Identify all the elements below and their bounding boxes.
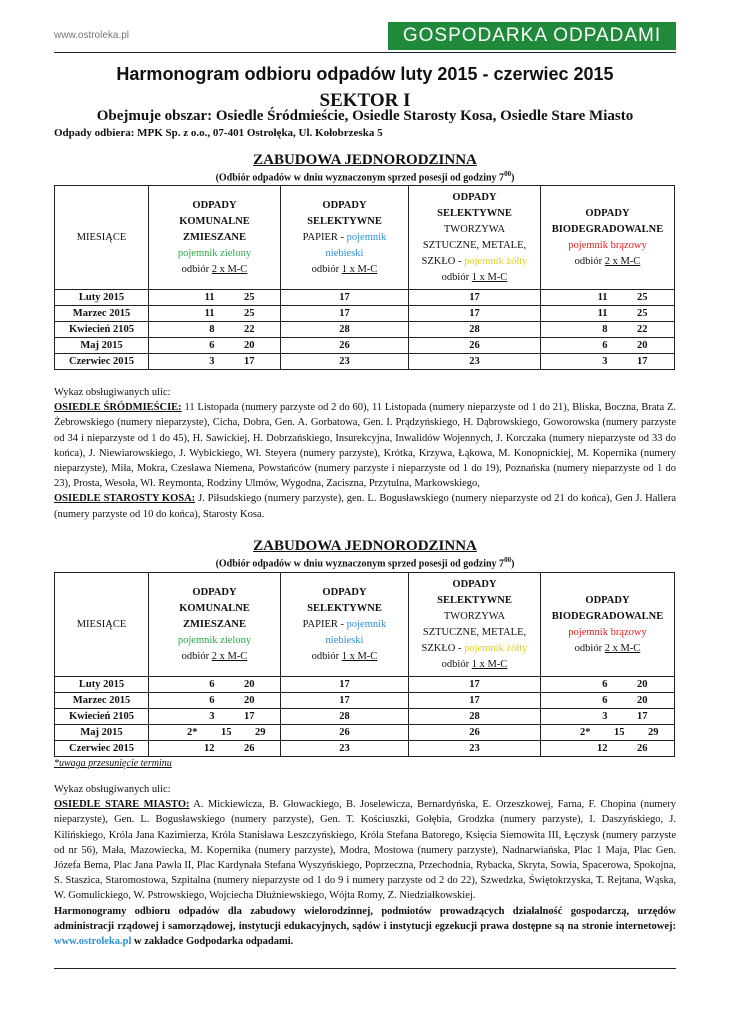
footer-text-end: w zakładce Godpodarka odpadami. — [131, 936, 294, 948]
mixed-dates — [149, 725, 281, 741]
col-paper-l5a: odbiór — [311, 650, 342, 662]
bio-dates — [541, 677, 675, 693]
date-value: 6 — [209, 679, 215, 690]
table-header-row — [55, 573, 675, 677]
col-mixed-l4: pojemnik zielony — [177, 634, 252, 646]
date-value: 25 — [244, 292, 255, 303]
col-paper-l1: ODPADY — [322, 586, 367, 598]
section-subtitle-text: (Odbiór odpadów w dniu wyznaczonym sprzed posesji od godziny 7 — [215, 172, 505, 184]
paper-date: 28 — [281, 709, 409, 725]
date-value: 3 — [602, 356, 608, 367]
col-plastic-l2: SELEKTYWNE — [437, 207, 512, 219]
col-paper-l4: niebieski — [325, 247, 364, 259]
date-value: 17 — [637, 711, 648, 722]
col-bio-l4b: 2 x M-C — [604, 255, 641, 267]
date-value: 20 — [244, 695, 255, 706]
date-value: 20 — [637, 340, 648, 351]
district-starosty-kosa: OSIEDLE STAROSTY KOSA: — [54, 493, 196, 505]
month-cell: Czerwiec 2015 — [55, 354, 149, 370]
paper-date: 17 — [281, 693, 409, 709]
col-mixed-l1: ODPADY — [192, 586, 237, 598]
col-paper — [281, 186, 409, 290]
col-paper — [281, 573, 409, 677]
month-cell: Marzec 2015 — [55, 306, 149, 322]
date-value: 17 — [244, 356, 255, 367]
col-mixed-l2: KOMUNALNE — [179, 215, 250, 227]
col-plastic-l5b: pojemnik żółty — [464, 255, 528, 267]
district-starosty-kosa-streets: J. Piłsudskiego (numery parzyste), gen. L. Bogusławskiego (numery nieparzyste od 21 do końca), Gen J. Hallera (numery parzyste od 10 do końca), Starosty Kosa. — [54, 493, 677, 520]
date-value: 25 — [637, 308, 648, 319]
date-value: 26 — [637, 743, 648, 754]
date-value: 20 — [244, 679, 255, 690]
col-plastic-l5 — [409, 254, 540, 270]
date-value: 29 — [255, 727, 266, 738]
mixed-dates — [149, 354, 281, 370]
date-value: 26 — [244, 743, 255, 754]
date-value: 2* — [580, 727, 591, 738]
col-plastic-l6 — [409, 657, 540, 673]
table-row — [55, 677, 675, 693]
date-value: 22 — [637, 324, 648, 335]
col-mixed-l3: ZMIESZANE — [182, 231, 246, 243]
table-row — [55, 338, 675, 354]
date-value: 20 — [637, 695, 648, 706]
col-plastic-l4: SZTUCZNE, METALE, — [422, 239, 527, 251]
paper-date: 23 — [281, 354, 409, 370]
date-value: 3 — [209, 711, 215, 722]
date-value: 17 — [244, 711, 255, 722]
district-stare-miasto: OSIEDLE STARE MIASTO: — [54, 799, 190, 811]
col-plastic-l5a: SZKŁO - — [421, 255, 465, 267]
col-plastic-l6 — [409, 270, 540, 286]
streets-body-3 — [54, 797, 676, 903]
col-bio-l3: pojemnik brązowy — [568, 626, 647, 638]
date-value: 6 — [602, 695, 608, 706]
date-value: 12 — [204, 743, 215, 754]
col-bio-l2: BIODEGRADOWALNE — [551, 610, 664, 622]
date-value: 20 — [244, 340, 255, 351]
top-divider — [54, 52, 676, 53]
date-shift-note: *uwaga przesunięcie terminu — [54, 758, 172, 769]
month-cell: Kwiecień 2105 — [55, 709, 149, 725]
bottom-divider — [54, 968, 676, 969]
col-mixed-l5a: odbiór — [181, 650, 212, 662]
col-plastic-l6a: odbiór — [441, 271, 472, 283]
table-row — [55, 322, 675, 338]
section-subtitle-sup: 00 — [504, 170, 512, 178]
section-subtitle-end: ) — [511, 172, 515, 184]
table-row — [55, 354, 675, 370]
bio-dates — [541, 290, 675, 306]
col-plastic — [409, 573, 541, 677]
col-bio-l3: pojemnik brązowy — [568, 239, 647, 251]
mixed-dates — [149, 693, 281, 709]
bio-dates — [541, 306, 675, 322]
streets-intro-2: Wykaz obsługiwanych ulic: — [54, 784, 171, 795]
col-bio-l1: ODPADY — [585, 207, 630, 219]
plastic-date: 17 — [409, 290, 541, 306]
date-value: 8 — [209, 324, 215, 335]
paper-date: 28 — [281, 322, 409, 338]
col-bio-l4 — [541, 641, 674, 657]
month-cell: Czerwiec 2015 — [55, 741, 149, 757]
date-value: 6 — [602, 679, 608, 690]
col-plastic-l2: SELEKTYWNE — [437, 594, 512, 606]
date-value: 11 — [204, 308, 215, 319]
date-value: 11 — [597, 292, 608, 303]
district-srodmiescie: OSIEDLE ŚRÓDMIEŚCIE: — [54, 402, 182, 414]
col-plastic-l4: SZTUCZNE, METALE, — [422, 626, 527, 638]
col-plastic-l5 — [409, 641, 540, 657]
footer-info — [54, 904, 676, 950]
mixed-dates — [149, 677, 281, 693]
section-subtitle-end-2: ) — [511, 558, 515, 570]
col-plastic-l1: ODPADY — [452, 578, 497, 590]
col-plastic-l6b: 1 x M-C — [471, 271, 508, 283]
col-mixed-l5 — [149, 262, 280, 278]
district-srodmiescie-streets: 11 Listopada (numery parzyste od 2 do 60), 11 Listopada (numery nieparzyste od 1 do 21), Bliska, Boczna, Brata Z. Żebrowskiego (numery nieparzyste), Cicha, Dobra, Gen. A. Gorbatowa, Gen. I. Prądzyńskiego, H. Dąbrowskiego, Goworowska (numery parzyste od 34 i nieparzyste od 1 do 45), H. Sawickiej, H. Dobrzańskiego, Insurekcyjna, Inwalidów Wojennych, J. Korczaka (numery nieparzyste od 33 do końca), J. Niewiarowskiego, J. Wybickiego, Wł. Steyera (numery parzyste), Krótka, Krzywa, Łąkowa, M. Konopnickiej, M. Kopernika (numery nieparzyste), Miła, Mokra, Czesława Niemena, Powstańców (numery parzyste i nieparzyste od 1 do 19), Poznańska (numery nieparzyste od 1 do 23), Prosta, Wesoła, Wł. Reymonta, Rodziny Ulmów, Wygodna, Zaciszna, Przytulna, Markowskiego, — [54, 402, 676, 490]
date-value: 20 — [637, 679, 648, 690]
col-bio — [541, 186, 675, 290]
plastic-date: 26 — [409, 338, 541, 354]
date-value: 15 — [221, 727, 232, 738]
col-bio-l4a: odbiór — [574, 255, 605, 267]
schedule-table-1 — [54, 185, 675, 370]
date-value: 15 — [614, 727, 625, 738]
mixed-dates — [149, 322, 281, 338]
col-mixed-l5 — [149, 649, 280, 665]
col-paper-l5 — [281, 262, 408, 278]
date-value: 17 — [637, 356, 648, 367]
area-subtitle: Obejmuje obszar: Osiedle Śródmieście, Osiedle Starosty Kosa, Osiedle Stare Miasto — [96, 108, 634, 124]
streets-list-1 — [54, 385, 676, 522]
col-mixed-l5b: 2 x M-C — [211, 650, 248, 662]
col-paper-l2: SELEKTYWNE — [307, 602, 382, 614]
district-stare-miasto-streets: A. Mickiewicza, B. Głowackiego, B. Joselewicza, Bernardyńska, E. Orzeszkowej, Farna, F. Chopina (numery nieparzyste), Gen. L. Bogusławskiego (numery parzyste), Gen. T. Kościuszki, Gołębia, Grodzka (numery parzyste), I. Daszyńskiego, J. Kilińskiego, Króla Jana Kazimierza, Króla Stanisława Leszczyńskiego, Króla Stefana Batorego, Księcia Siemowita III, Łęczysk (numery parzyste od nr 56), Mała, Mazowiecka, M. Kopernika (numery parzyste), Modra, Mostowa (numery parzyste), Nadnarwiańska, Plac 1 Maja, Plac Gen. Józefa Bema, Plac Jana Pawła II, Plac Kardynała Stefana Wyszyńskiego, Poprzeczna, Przechodnia, Rybacka, Skryta, Sowia, Spacerowa, Spokojna, S. Staszica, Staromostowa, Szpitalna (numery nieparzyste od 1 do 9 i numery parzyste od 2 do 22), Szwedzka, Świętokrzyska, T. Rejtana, Wąska, W. Gomulickiego, W. Pstrowskiego, Wojciecha Dłużniewskiego, Wójta Romy, Z. Niedziałkowskiej. — [54, 799, 676, 902]
month-cell: Marzec 2015 — [55, 693, 149, 709]
col-paper-l3b: pojemnik — [346, 618, 387, 630]
streets-intro-1: Wykaz obsługiwanych ulic: — [54, 387, 171, 398]
col-mixed-l4: pojemnik zielony — [177, 247, 252, 259]
section-subtitle-2 — [54, 556, 676, 569]
col-paper-l1: ODPADY — [322, 199, 367, 211]
col-plastic-l6b: 1 x M-C — [471, 658, 508, 670]
section-banner: GOSPODARKA ODPADAMI — [388, 22, 676, 50]
plastic-date: 17 — [409, 693, 541, 709]
col-paper-l3 — [281, 230, 408, 246]
plastic-date: 28 — [409, 322, 541, 338]
bio-dates — [541, 709, 675, 725]
bio-dates — [541, 725, 675, 741]
col-paper-l5b: 1 x M-C — [341, 263, 378, 275]
paper-date: 26 — [281, 725, 409, 741]
bio-dates — [541, 338, 675, 354]
mixed-dates — [149, 741, 281, 757]
date-value: 6 — [602, 340, 608, 351]
footer-text: Harmonogramy odbioru odpadów dla zabudowy wielorodzinnej, podmiotów prowadzących działalność gospodarczą, urzędów administracji rządowej i samorządowej, instytucji edukacyjnych, sądów i instytucji egzekucji prawa dostępne są na stronie internetowej: — [54, 905, 676, 932]
table-row — [55, 725, 675, 741]
col-plastic — [409, 186, 541, 290]
col-paper-l5b: 1 x M-C — [341, 650, 378, 662]
col-mixed-l1: ODPADY — [192, 199, 237, 211]
col-bio-l2: BIODEGRADOWALNE — [551, 223, 664, 235]
plastic-date: 23 — [409, 354, 541, 370]
website-link[interactable]: www.ostroleka.pl — [54, 936, 132, 948]
col-plastic-l5a: SZKŁO - — [421, 642, 465, 654]
col-plastic-l3: TWORZYWA — [443, 610, 506, 622]
mixed-dates — [149, 709, 281, 725]
bio-dates — [541, 693, 675, 709]
month-cell: Luty 2015 — [55, 677, 149, 693]
date-value: 25 — [244, 308, 255, 319]
table-row — [55, 709, 675, 725]
streets-body-2 — [54, 491, 676, 521]
plastic-date: 17 — [409, 306, 541, 322]
col-mixed-l2: KOMUNALNE — [179, 602, 250, 614]
date-value: 12 — [597, 743, 608, 754]
sector-title: SEKTOR I — [319, 90, 411, 111]
col-bio-l4 — [541, 254, 674, 270]
date-value: 29 — [648, 727, 659, 738]
table-row — [55, 741, 675, 757]
month-cell: Maj 2015 — [55, 338, 149, 354]
date-value: 11 — [204, 292, 215, 303]
col-paper-l3a: PAPIER - — [302, 231, 347, 243]
bio-dates — [541, 322, 675, 338]
plastic-date: 28 — [409, 709, 541, 725]
col-mixed-l5b: 2 x M-C — [211, 263, 248, 275]
date-value: 3 — [209, 356, 215, 367]
mixed-dates — [149, 290, 281, 306]
date-value: 11 — [597, 308, 608, 319]
paper-date: 23 — [281, 741, 409, 757]
bio-dates — [541, 741, 675, 757]
paper-date: 17 — [281, 306, 409, 322]
streets-list-2 — [54, 782, 676, 949]
col-bio-l4a: odbiór — [574, 642, 605, 654]
schedule-table-2 — [54, 572, 675, 757]
month-cell: Luty 2015 — [55, 290, 149, 306]
col-bio-l1: ODPADY — [585, 594, 630, 606]
table-row — [55, 306, 675, 322]
section-subtitle-sup-2: 00 — [504, 556, 512, 564]
date-value: 25 — [637, 292, 648, 303]
month-cell: Kwiecień 2105 — [55, 322, 149, 338]
col-bio-l4b: 2 x M-C — [604, 642, 641, 654]
mixed-dates — [149, 338, 281, 354]
date-value: 2* — [187, 727, 198, 738]
col-paper-l3b: pojemnik — [346, 231, 387, 243]
plastic-date: 17 — [409, 677, 541, 693]
section-subtitle-1 — [54, 170, 676, 183]
paper-date: 17 — [281, 677, 409, 693]
page-title: Harmonogram odbioru odpadów luty 2015 - czerwiec 2015 — [116, 64, 614, 84]
col-months: MIESIĄCE — [55, 573, 149, 677]
col-mixed-l3: ZMIESZANE — [182, 618, 246, 630]
paper-date: 26 — [281, 338, 409, 354]
col-plastic-l3: TWORZYWA — [443, 223, 506, 235]
col-paper-l3 — [281, 617, 408, 633]
col-plastic-l1: ODPADY — [452, 191, 497, 203]
bio-dates — [541, 354, 675, 370]
date-value: 6 — [209, 340, 215, 351]
col-mixed-l5a: odbiór — [181, 263, 212, 275]
table-row — [55, 290, 675, 306]
plastic-date: 23 — [409, 741, 541, 757]
col-plastic-l6a: odbiór — [441, 658, 472, 670]
plastic-date: 26 — [409, 725, 541, 741]
section-title-2: ZABUDOWA JEDNORODZINNA — [253, 538, 477, 554]
paper-date: 17 — [281, 290, 409, 306]
date-value: 8 — [602, 324, 608, 335]
date-value: 22 — [244, 324, 255, 335]
date-value: 3 — [602, 711, 608, 722]
collector-info: Odpady odbiera: MPK Sp. z o.o., 07-401 Ostrołęka, Ul. Kołobrzeska 5 — [54, 127, 383, 139]
site-url: www.ostroleka.pl — [54, 30, 130, 41]
col-paper-l3a: PAPIER - — [302, 618, 347, 630]
section-subtitle-text-2: (Odbiór odpadów w dniu wyznaczonym sprzed posesji od godziny 7 — [215, 558, 505, 570]
mixed-dates — [149, 306, 281, 322]
col-paper-l4: niebieski — [325, 634, 364, 646]
col-months: MIESIĄCE — [55, 186, 149, 290]
month-cell: Maj 2015 — [55, 725, 149, 741]
table-row — [55, 693, 675, 709]
date-value: 6 — [209, 695, 215, 706]
col-paper-l2: SELEKTYWNE — [307, 215, 382, 227]
col-plastic-l5b: pojemnik żółty — [464, 642, 528, 654]
col-bio — [541, 573, 675, 677]
col-mixed — [149, 186, 281, 290]
streets-body-1 — [54, 400, 676, 491]
col-paper-l5a: odbiór — [311, 263, 342, 275]
col-mixed — [149, 573, 281, 677]
table-header-row — [55, 186, 675, 290]
col-paper-l5 — [281, 649, 408, 665]
section-title-1: ZABUDOWA JEDNORODZINNA — [253, 152, 477, 168]
